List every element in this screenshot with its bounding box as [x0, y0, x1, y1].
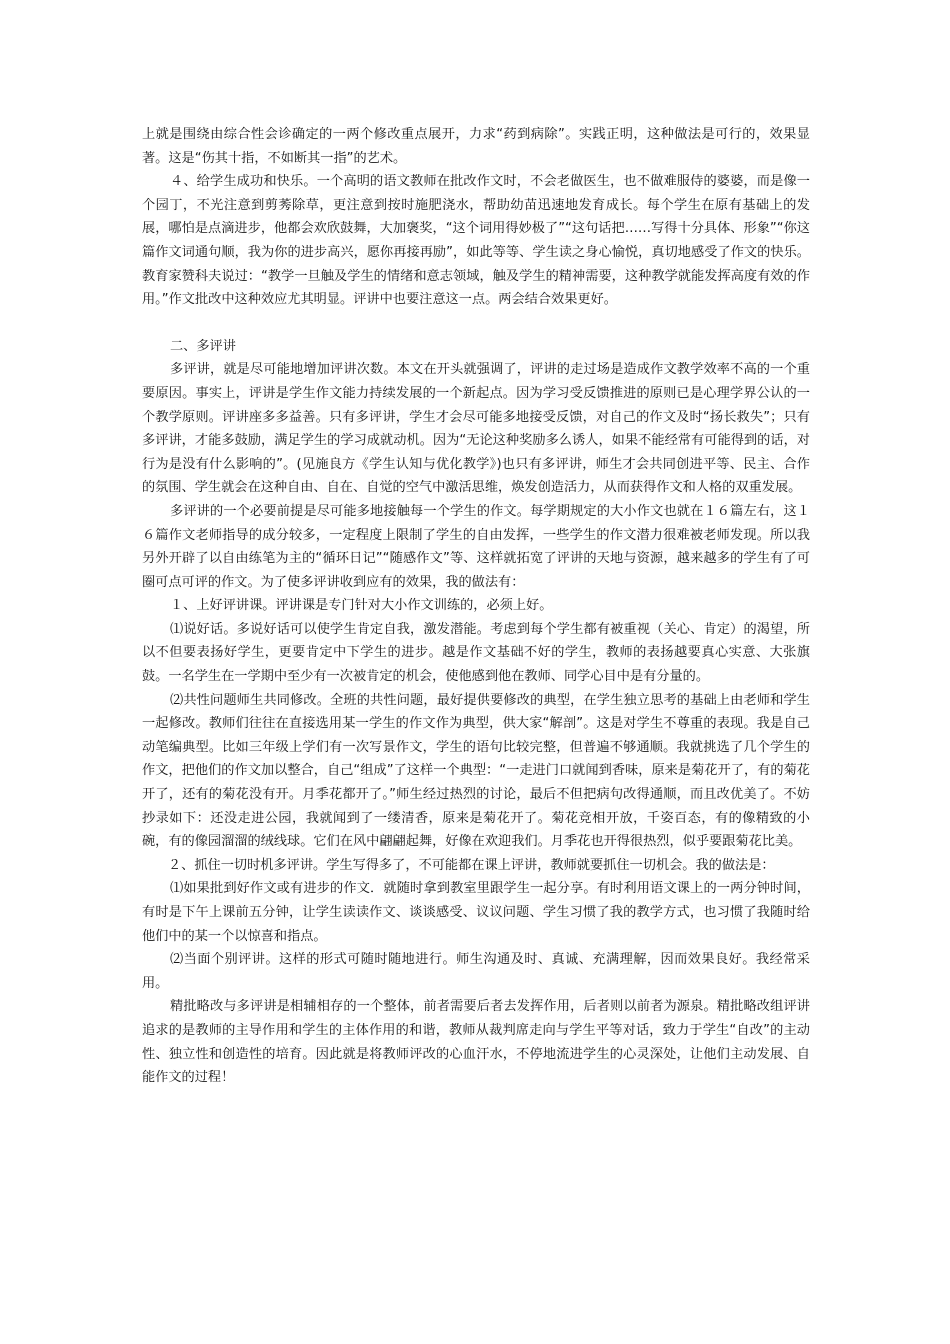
section-heading: 二、多评讲: [170, 338, 236, 354]
paragraph-conclusion: 精批略改与多评讲是相辅相存的一个整体，前者需要后者去发挥作用，后者则以前者为源泉。精批略改组评讲追求的是教师的主导作用和学生的主体作用的和谐，教师从裁判席走向与学生平等对话，致力于学生“自改”的主动性、独立性和创造性的培育。因此就是将教师评改的心血汗水，不停地流进学生的心灵深处，让他们主动发展、自能作文的过程！: [142, 999, 810, 1086]
paragraph-intro: 多评讲，就是尽可能地增加评讲次数。本文在开头就强调了，评讲的走过场是造成作文教学效率不高的一个重要原因。事实上，评讲是学生作文能力持续发展的一个新起点。因为学习受反馈推进的原则已是心理学界公认的一个教学原则。评讲座多多益善。只有多评讲，学生才会尽可能多地接受反馈，对自己的作文及时“扬长救失”；只有多评讲，才能多鼓励，满足学生的学习成就动机。因为“无论这种奖励多么诱人，如果不能经常有可能得到的话，对行为是没有什么影响的”。(见施良方《学生认知与优化教学》)也只有多评讲，师生才会共同创进平等、民主、合作的氛围、学生就会在这种自由、自在、自觉的空气中激活思维，焕发创造活力，从而获得作文和人格的双重发展。: [142, 362, 810, 496]
paragraph-method-1-2: ⑵共性问题师生共同修改。全班的共性问题，最好提供要修改的典型，在学生独立思考的基础上由老师和学生一起修改。教师们往往在直接选用某一学生的作文作为典型，供大家“解剖”。这是对学生不尊重的表现。我是自己动笔编典型。比如三年级上学们有一次写景作文，学生的语句比较完整，但普遍不够通顺。我就挑选了几个学生的作文，把他们的作文加以整合，自己“组成”了这样一个典型：“一走进门口就闻到香味，原来是菊花开了，有的菊花开了，还有的菊花没有开。月季花都开了。”师生经过热烈的讨论，最后不但把病句改得通顺，而且改优美了。不妨抄录如下：还没走进公园，我就闻到了一缕清香，原来是菊花开了。菊花竞相开放，千姿百态，有的像精致的小碗，有的像园溜溜的绒线球。它们在风中翩翩起舞，好像在欢迎我们。月季花也开得很热烈，似乎要跟菊花比美。: [142, 692, 810, 850]
paragraph-point-4: ４、给学生成功和快乐。一个高明的语文教师在批改作文时，不会老做医生，也不做难服侍的婆婆，而是像一个园丁，不光注意到剪莠除草，更注意到按时施肥浇水，帮助幼苗迅速地发育成长。每个学生在原有基础上的发展，哪怕是点滴进步，他都会欢欣鼓舞，大加褒奖，“这个词用得妙极了”“这句话把……写得十分具体、形象”“你这篇作文词通句顺，我为你的进步高兴，愿你再接再励”，如此等等、学生读之身心愉悦，真切地感受了作文的快乐。教育家赞科夫说过：“教学一旦触及学生的情绪和意志领域，触及学生的精神需要，这种教学就能发挥高度有效的作用。”作文批改中这种效应尤其明显。评讲中也要注意这一点。两会结合效果更好。: [142, 174, 810, 308]
paragraph-method-2-2: ⑵当面个别评讲。这样的形式可随时随地进行。师生沟通及时、真诚、充满理解，因而效果良好。我经常采用。: [142, 952, 810, 991]
paragraph-premise: 多评讲的一个必要前提是尽可能多地接触每一个学生的作文。每学期规定的大小作文也就在１６篇左右，这１６篇作文老师指导的成分较多，一定程度上限制了学生的自由发挥，一些学生的作文潜力很难被老师发现。所以我另外开辟了以自由练笔为主的“循环日记”“随感作文”等、这样就拓宽了评讲的天地与资源，越来越多的学生有了可圈可点可评的作文。为了使多评讲收到应有的效果，我的做法有：: [142, 503, 810, 590]
paragraph-method-1-1: ⑴说好话。多说好话可以使学生肯定自我，激发潜能。考虑到每个学生都有被重视（关心、肯定）的渴望，所以不但要表扬好学生，更要肯定中下学生的进步。越是作文基础不好的学生，教师的表扬越要真心实意、大张旗鼓。一名学生在一学期中至少有一次被肯定的机会，使他感到他在教师、同学心目中是有分量的。: [142, 621, 810, 685]
paragraph-method-2: ２、抓住一切时机多评讲。学生写得多了，不可能都在课上评讲，教师就要抓住一切机会。我的做法是：: [168, 857, 775, 873]
paragraph-continuation: 上就是围绕由综合性会诊确定的一两个修改重点展开，力求“药到病除”。实践正明，这种做法是可行的，效果显著。这是“伤其十指，不如断其一指”的艺术。: [142, 127, 810, 166]
document-body: [142, 123, 810, 1090]
paragraph-method-2-1: ⑴如果批到好作文或有进步的作文．就随时拿到教室里跟学生一起分享。有时利用语文课上的一两分钟时间，有时是下午上课前五分钟，让学生读读作文、谈谈感受、议议问题、学生习惯了我的教学方式，也习惯了我随时给他们中的某一个以惊喜和指点。: [142, 881, 810, 944]
paragraph-method-1: １、上好评讲课。评讲课是专门针对大小作文训练的，必须上好。: [170, 598, 553, 614]
